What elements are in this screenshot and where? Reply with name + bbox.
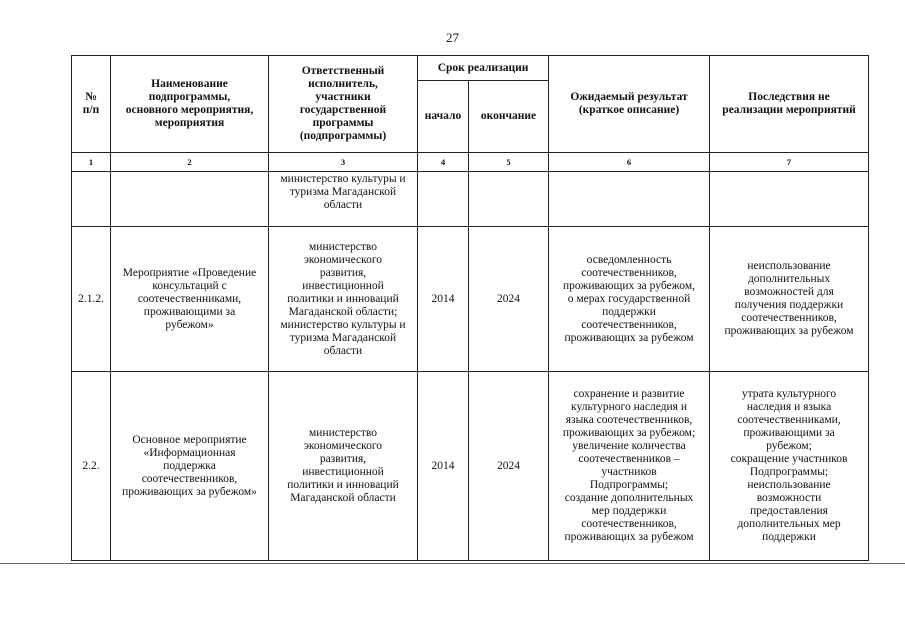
- cell-executor: министерство культуры и туризма Магаданской области: [269, 172, 418, 227]
- column-number: 4: [418, 153, 469, 172]
- cell-executor: министерство экономического развития, инвестиционной политики и инноваций Магаданской области: [269, 372, 418, 561]
- cell-name: Мероприятие «Проведение консультаций с соотечественниками, проживающими за рубежом»: [111, 227, 269, 372]
- cell-num: 2.1.2.: [72, 227, 111, 372]
- column-number: 1: [72, 153, 111, 172]
- page-number: 27: [446, 30, 459, 45]
- header-result: Ожидаемый результат (краткое описание): [549, 56, 710, 153]
- cell-name: Основное мероприятие «Информационная поддержка соотечественников, проживающих за рубежом»: [111, 372, 269, 561]
- cell-consequence: [710, 172, 869, 227]
- header-executor: Ответственный исполнитель, участники государственной программы (подпрограммы): [269, 56, 418, 153]
- cell-start: [418, 172, 469, 227]
- cell-executor: министерство экономического развития, инвестиционной политики и инноваций Магаданской области; министерство культуры и туризма Магаданской области: [269, 227, 418, 372]
- cell-num: [72, 172, 111, 227]
- cell-start: 2014: [418, 372, 469, 561]
- header-consequence: Последствия не реализации мероприятий: [710, 56, 869, 153]
- header-name: Наименование подпрограммы, основного мероприятия, мероприятия: [111, 56, 269, 153]
- cell-name: [111, 172, 269, 227]
- table-row: [72, 172, 869, 227]
- program-table: [71, 55, 869, 561]
- cell-end: 2024: [469, 227, 549, 372]
- column-number-row: [72, 153, 869, 172]
- header-end: окончание: [469, 81, 549, 153]
- cell-consequence: неиспользование дополнительных возможностей для получения поддержки соотечественников, проживающих за рубежом: [710, 227, 869, 372]
- page-bottom-rule: [0, 563, 905, 564]
- cell-num: 2.2.: [72, 372, 111, 561]
- cell-result: сохранение и развитие культурного наследия и языка соотечественников, проживающих за рубежом; увеличение количества соотечественников – участников Подпрограммы; создание дополнительных мер поддержки соотечественников, проживающих за рубежом: [549, 372, 710, 561]
- column-number: 7: [710, 153, 869, 172]
- cell-consequence: утрата культурного наследия и языка соотечественниками, проживающими за рубежом; сокращение участников Подпрограммы; неиспользование возможности предоставления дополнительных мер поддержки: [710, 372, 869, 561]
- cell-result: осведомленность соотечественников, проживающих за рубежом, о мерах государственной поддержки соотечественников, проживающих за рубежом: [549, 227, 710, 372]
- column-number: 3: [269, 153, 418, 172]
- column-number: 6: [549, 153, 710, 172]
- column-number: 2: [111, 153, 269, 172]
- header-start: начало: [418, 81, 469, 153]
- header-term: Срок реализации: [418, 56, 549, 81]
- cell-start: 2014: [418, 227, 469, 372]
- cell-result: [549, 172, 710, 227]
- table-row: [72, 227, 869, 372]
- cell-end: 2024: [469, 372, 549, 561]
- column-number: 5: [469, 153, 549, 172]
- table-row: [72, 372, 869, 561]
- cell-end: [469, 172, 549, 227]
- header-num: № п/п: [72, 56, 111, 153]
